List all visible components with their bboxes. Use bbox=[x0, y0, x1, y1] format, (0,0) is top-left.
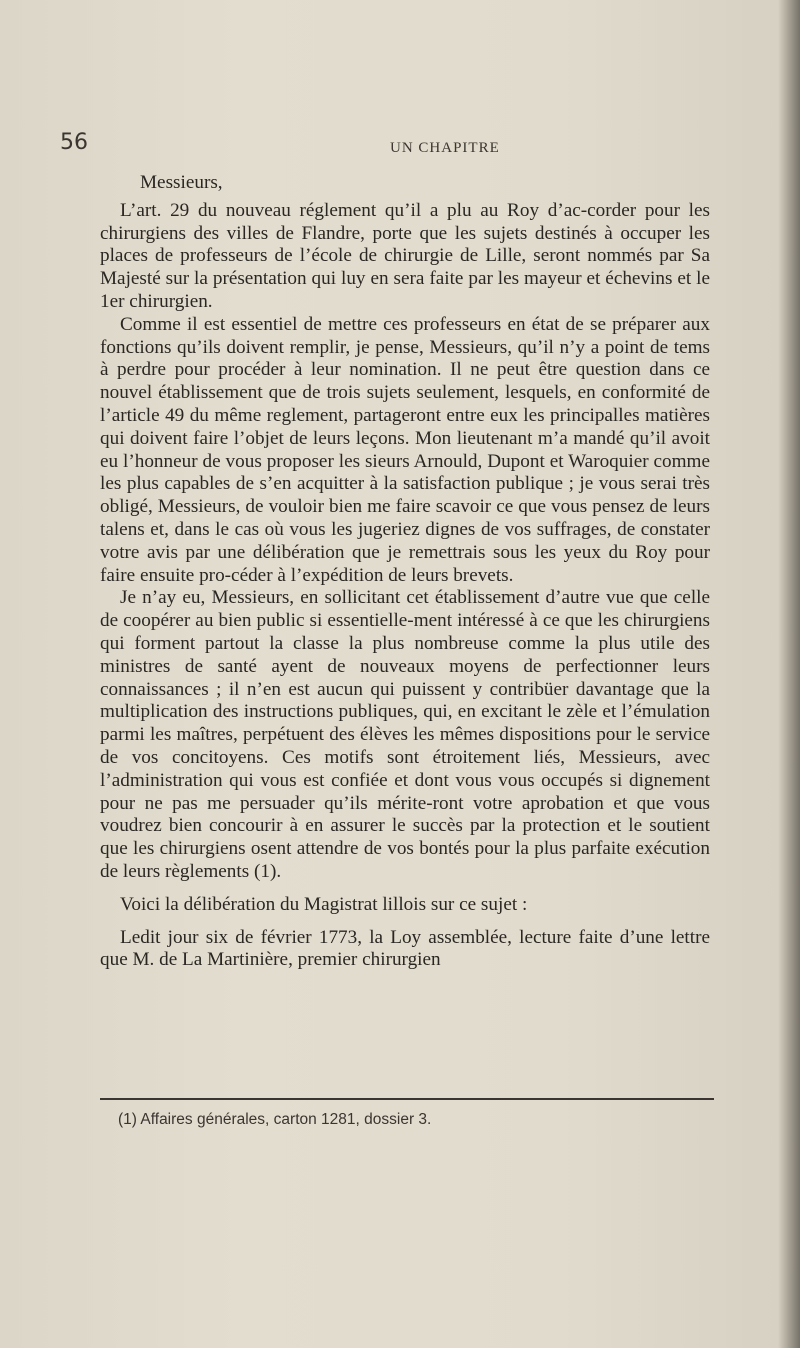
salutation: Messieurs, bbox=[140, 172, 223, 193]
footnote-rule bbox=[100, 1098, 714, 1100]
paragraph: Ledit jour six de février 1773, la Loy assemblée, lecture faite d’une lettre que M. de La Martinière, premier chirurgien bbox=[100, 926, 710, 971]
page-header bbox=[60, 130, 760, 166]
paragraph: Je n’ay eu, Messieurs, en sollicitant cet établissement d’autre vue que celle de coopérer au bien public si essentielle-ment intéressé à ce que les chirurgiens qui forment partout la classe la plus nombreuse comme la plus utile des ministres de santé ayent de nouveaux moyens de perfectionner leurs connaissances ; il n’en est aucun qui puissent y contribüer davantage que la multiplication des instructions publiques, qui, en excitant le zèle et l’émulation parmi les maîtres, perpétuent des élèves les mêmes dispositions pour le service de vos concitoyens. Ces motifs sont étroitement liés, Messieurs, avec l’administration qui vous est confiée et dont vous vous occupés si dignement pour ne pas me persuader qu’ils mérite-ront votre aprobation et que vous voudrez bien concourir à en assurer le succès par la protection et le soutient que les chirurgiens osent attendre de vos bontés pour la plus parfaite exécution de leurs règlements (1). bbox=[100, 587, 710, 882]
body-text bbox=[100, 172, 710, 972]
page-number: 56 bbox=[60, 130, 88, 155]
footnote: (1) Affaires générales, carton 1281, dossier 3. bbox=[118, 1111, 432, 1128]
page-edge-shadow bbox=[778, 0, 800, 1348]
running-head: UN CHAPITRE bbox=[390, 140, 500, 156]
paragraph: Comme il est essentiel de mettre ces professeurs en état de se préparer aux fonctions qu’ils doivent remplir, je pense, Messieurs, qu’il n’y a point de tems à perdre pour procéder à leur nomination. Il ne peut être question dans ce nouvel établissement que de trois sujets seulement, lesquels, en conformité de l’article 49 du même reglement, partageront entre eux les principalles matières qui doivent faire l’objet de leurs leçons. Mon lieutenant m’a mandé qu’il avoit eu l’honneur de vous proposer les sieurs Arnould, Dupont et Waroquier comme les plus capables de s’en acquitter à la satisfaction publique ; je vous serai très obligé, Messieurs, de vouloir bien me faire scavoir ce que vous pensez de leurs talens et, dans le cas où vous les jugeriez dignes de vos suffrages, de constater votre avis par une délibération que je remettrais sous les yeux du Roy pour faire ensuite pro-céder à l’expédition de leurs brevets. bbox=[100, 313, 710, 586]
paragraph: L’art. 29 du nouveau réglement qu’il a plu au Roy d’ac-corder pour les chirurgiens des villes de Flandre, porte que les sujets destinés à occuper les places de professeurs de l’école de chirurgie de Lille, seront nommés par Sa Majesté sur la présentation qui luy en sera faite par les mayeur et échevins et le 1er chirurgien. bbox=[100, 199, 710, 312]
paragraph: Voici la délibération du Magistrat lillois sur ce sujet : bbox=[120, 893, 528, 915]
